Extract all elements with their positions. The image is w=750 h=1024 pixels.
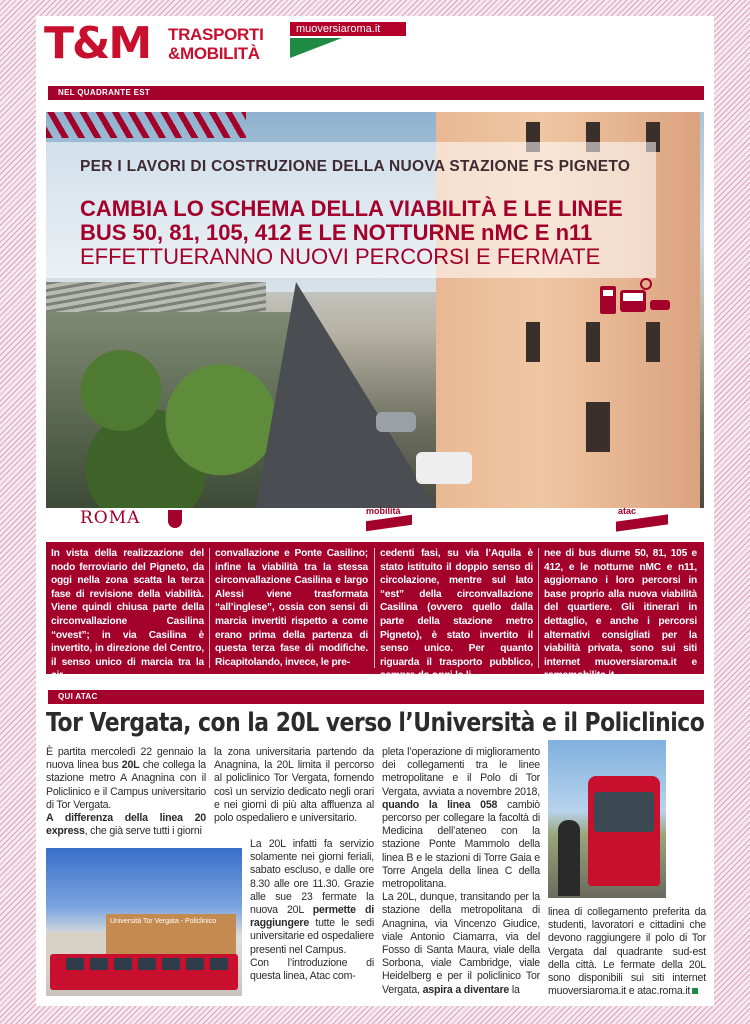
- section-label-2: QUI ATAC: [48, 690, 704, 704]
- car: [416, 452, 472, 484]
- pin-icon: [641, 279, 651, 289]
- hero-title-line-2: BUS 50, 81, 105, 412 E LE NOTTURNE nMC E n11: [80, 220, 593, 245]
- text: la: [509, 983, 520, 996]
- text: , che già serve tutti i giorni: [84, 825, 202, 838]
- end-mark-icon: [692, 988, 698, 994]
- article-col-1: [46, 746, 206, 838]
- crest-icon: [168, 510, 182, 528]
- section-label-1: NEL QUADRANTE EST: [48, 86, 704, 100]
- bus-photo: [46, 848, 242, 996]
- bus-window: [138, 958, 156, 970]
- article-col-3: [382, 746, 540, 997]
- divider: [538, 548, 539, 668]
- hero-kicker: PER I LAVORI DI COSTRUZIONE DELLA NUOVA STAZIONE FS PIGNETO: [80, 158, 631, 175]
- bus-window: [594, 792, 654, 832]
- window: [526, 322, 540, 362]
- flag-icon: [290, 38, 342, 58]
- intro-col-4: nee di bus diurne 50, 81, 105 e 412, e le notturne nMC e n11, aggiornano i loro percorsi in base proprio alla nuova viabilità del quartiere. Gli itinerari in dettaglio, e anche i percorsi alternativi consigliati per la viabilità privata, sono sui siti internet muoversiaroma.it e romamobilita.it: [544, 548, 697, 682]
- atac-logo-text: atac: [618, 506, 637, 516]
- text: 20L: [121, 759, 140, 772]
- mobilita-logo: [366, 506, 412, 530]
- intro-col-1: In vista della realizzazione del nodo ferroviario del Pigneto, da oggi nella zona scatta la terza fase di revisione della viabilità. Viene quindi chiusa parte della circonvallazione Casilina “ovest”; in via Casilina è invertito, in direzione del Centro, il senso unico di marcia tra la cir-: [51, 548, 204, 682]
- text: aspira a diventare: [422, 983, 510, 996]
- article-col-4: [548, 906, 706, 998]
- hero-title-line-3: EFFETTUERANNO NUOVI PERCORSI E FERMATE: [80, 244, 601, 269]
- mobilita-logo-text: mobilità: [366, 506, 401, 516]
- university-sign: Università Tor Vergata - Policlinico: [110, 918, 217, 925]
- text: cambiò percorso per collegare la facoltà di Medicina dell’ateneo con la stazione Ponte Mammolo della linea B e le stazioni di Torre Gaia e Torre Angela della linea C della metropolitana.: [382, 798, 540, 891]
- text: permette di raggiungere: [250, 904, 374, 930]
- car: [376, 412, 416, 432]
- bus-window: [186, 958, 204, 970]
- transit-icons: [598, 278, 696, 318]
- article-col-2-mid: [250, 838, 374, 983]
- person: [558, 820, 580, 896]
- text: pleta l’operazione di miglioramento dei collegamenti tra le linee metropolitane e il Polo di Tor Vergata, avviata a novembre 2018,: [382, 746, 540, 798]
- text: tutte le sedi universitarie ed ospedaliere presenti nel Campus.: [250, 917, 374, 956]
- logo-mark: T&M: [44, 18, 151, 69]
- logo-line-2: &MOBILITÀ: [168, 44, 260, 63]
- roma-logo: ROMA: [80, 508, 141, 528]
- text: quando la linea 058: [382, 798, 498, 811]
- bus-window: [210, 958, 228, 970]
- divider: [209, 548, 210, 668]
- text: che collega la stazione metro A Anagnina con il Policlinico e il Campus universitario di Tor Vergata.: [46, 759, 206, 811]
- text: La 20L infatti fa servizio solamente nei giorni feriali, sabato escluso, e dalle ore 8.30 alle ore 11.30. Grazie alle sue 23 fermate la nuova 20L: [250, 838, 374, 917]
- bus-window: [162, 958, 180, 970]
- road: [256, 282, 436, 508]
- window: [586, 322, 600, 362]
- bus-stop-photo: [548, 740, 666, 898]
- text: la zona universitaria partendo da Anagnina, la 20L limita il percorso al policlinico Tor Vergata, fornendo così un servizio dedicato negli orari e nei giorni di più alta affluenza al polo ospedaliero e universitario.: [214, 746, 374, 825]
- intro-col-2: convallazione e Ponte Casilino; infine la viabilità tra la stessa circonvallazione Casilina e largo Alessi viene trasformata “all’inglese”, ossia con sensi di marcia invertiti rispetto a come erano prima della partenza di questa terza fase di modifiche. Ricapitolando, invece, le pre-: [215, 548, 368, 668]
- article-title: Tor Vergata, con la 20L verso l’Università e il Policlinico: [46, 708, 705, 738]
- car-icon: [650, 300, 670, 310]
- logo-line-1: TRASPORTI: [168, 25, 264, 44]
- intro-panel: [46, 542, 704, 682]
- bus-window: [90, 958, 108, 970]
- divider: [374, 548, 375, 668]
- bus-window: [114, 958, 132, 970]
- door: [586, 402, 610, 452]
- hero-title: [80, 197, 700, 269]
- logo-text: [168, 25, 264, 63]
- site-link[interactable]: muoversiaroma.it: [290, 22, 406, 36]
- tm-logo: [42, 20, 282, 68]
- hero-title-line-1: CAMBIA LO SCHEMA DELLA VIABILITÀ E LE LINEE: [80, 196, 623, 221]
- window: [646, 322, 660, 362]
- intro-col-3: cedenti fasi, su via l’Aquila è stato istituito il doppio senso di circolazione, mentre sul lato “est” della circonvallazione Casilina (ovvero quello dalla parte della stazione metro Pigneto), è stato invertito il senso unico. Per quanto riguarda il trasporto pubblico, sempre da oggi le li-: [380, 548, 533, 682]
- bus-window: [66, 958, 84, 970]
- atac-logo: [616, 506, 668, 532]
- article-col-2-top: [214, 746, 374, 825]
- text: A differenza della linea 20 express: [46, 812, 206, 838]
- text: La 20L, dunque, transitando per la stazione della metropolitana di Anagnina, via Vincenzo Giudice, viale Antonio Ciamarra, via del Fosso di Santa Maura, viale della Sorbona, viale Cambridge, viale Heidelberg e per il policlinico Tor Vergata,: [382, 891, 540, 996]
- text: Con l’introduzione di questa linea, Atac com-: [250, 956, 374, 983]
- text: È partita mercoledì 22 gennaio la nuova linea bus: [46, 746, 206, 772]
- stripes-decoration: [46, 112, 246, 138]
- text: linea di collegamento preferita da studenti, lavoratori e cittadini che devono raggiungere il polo di Tor Vergata dal quadrante sud-est della città. Le fermate della 20L sono disponibili sui siti internet muoversiaroma.it e atac.roma.it: [548, 906, 706, 998]
